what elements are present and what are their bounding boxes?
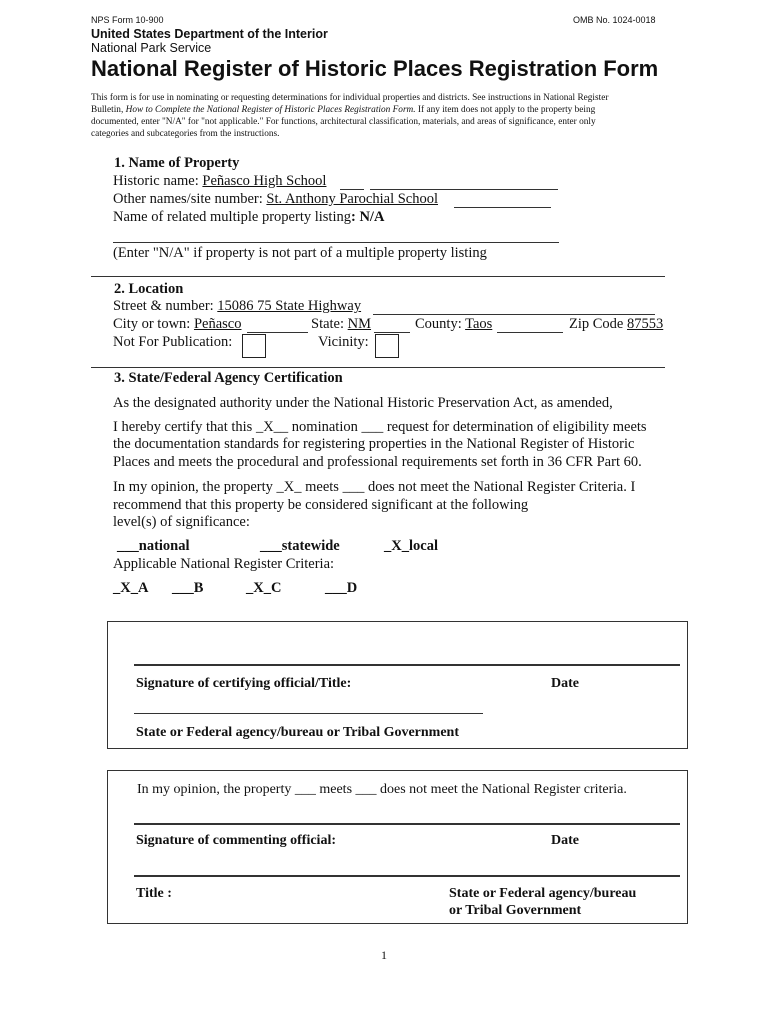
opinion-line: recommend that this property be considered significant at the following bbox=[113, 497, 529, 513]
multiple-listing-row bbox=[113, 209, 384, 226]
street-value[interactable]: 15086 75 State Highway bbox=[217, 298, 362, 314]
criterion-d[interactable]: ___D bbox=[325, 580, 358, 596]
field-underline bbox=[340, 189, 364, 190]
commenting-date-label: Date bbox=[551, 833, 579, 848]
county-value[interactable]: Taos bbox=[465, 316, 493, 332]
level-local-mark: _X_ bbox=[384, 538, 409, 554]
commenting-title-label: Title : bbox=[136, 886, 172, 901]
instructions-line bbox=[91, 104, 608, 116]
instructions-text: If any item does not apply to the property being bbox=[415, 105, 596, 115]
field-underline bbox=[497, 332, 563, 333]
multiple-listing-label: Name of related multiple property listing bbox=[113, 209, 351, 225]
field-underline bbox=[247, 332, 308, 333]
state-row bbox=[311, 316, 371, 333]
certifying-agency-label: State or Federal agency/bureau or Tribal Government bbox=[136, 725, 460, 740]
certify-line bbox=[113, 419, 647, 436]
certify-line: the documentation standards for registering properties in the National Register of Historic bbox=[113, 436, 635, 452]
section1-heading: 1. Name of Property bbox=[114, 155, 240, 171]
instructions bbox=[91, 92, 608, 140]
criterion-a-mark: _X_ bbox=[113, 580, 138, 596]
signature-line[interactable] bbox=[134, 823, 680, 825]
agency-line[interactable] bbox=[134, 713, 483, 714]
city-value[interactable]: Peñasco bbox=[193, 316, 242, 332]
section-divider bbox=[91, 367, 665, 368]
commenting-signature-label: Signature of commenting official: bbox=[136, 833, 336, 848]
state-label: State: bbox=[311, 316, 345, 332]
certify-nomination-mark[interactable]: _X__ bbox=[255, 419, 289, 435]
opinion-text: In my opinion, the property bbox=[113, 479, 277, 495]
criterion-b[interactable]: ___B bbox=[172, 580, 204, 596]
form-number: NPS Form 10-900 bbox=[91, 15, 164, 25]
instructions-line: categories and subcategories from the instructions. bbox=[91, 129, 280, 139]
instructions-line: This form is for use in nominating or requesting determinations for individual properties and districts. See instructions in National Register bbox=[91, 93, 609, 103]
street-row bbox=[113, 298, 361, 315]
na-note: (Enter "N/A" if property is not part of a multiple property listing bbox=[113, 245, 487, 261]
other-names-row bbox=[113, 191, 438, 208]
level-national[interactable]: ___national bbox=[117, 538, 190, 554]
criterion-c-mark: _X_ bbox=[246, 580, 271, 596]
city-label-wrap bbox=[113, 316, 241, 333]
page-title: National Register of Historic Places Registration Form bbox=[91, 56, 659, 81]
service-name: National Park Service bbox=[91, 41, 212, 55]
page-number: 1 bbox=[381, 948, 387, 962]
commenting-agency-label bbox=[449, 885, 636, 919]
county-label: County: bbox=[415, 316, 462, 332]
certify-text: nomination ___ request for determination of eligibility meets bbox=[288, 419, 647, 435]
instructions-line: documented, enter "N/A" for "not applicable." For functions, architectural classification, materials, and areas of significance, enter only bbox=[91, 117, 596, 127]
instructions-text: Bulletin, bbox=[91, 105, 126, 115]
field-underline bbox=[370, 189, 558, 190]
section-divider bbox=[91, 276, 665, 277]
historic-name-row bbox=[113, 173, 326, 190]
county-row bbox=[415, 316, 492, 333]
authority-text: As the designated authority under the National Historic Preservation Act, as amended, bbox=[113, 395, 613, 411]
field-underline bbox=[373, 314, 655, 315]
zip-label: Zip Code bbox=[569, 316, 624, 332]
criterion-a-label: A bbox=[137, 580, 149, 596]
city-label: City or town: bbox=[113, 316, 191, 332]
field-underline bbox=[454, 207, 551, 208]
agency-line-2: or Tribal Government bbox=[449, 903, 582, 918]
criterion-a[interactable] bbox=[113, 580, 148, 597]
omb-number: OMB No. 1024-0018 bbox=[573, 15, 656, 25]
other-names-value[interactable]: St. Anthony Parochial School bbox=[266, 191, 439, 207]
certifying-date-label: Date bbox=[551, 676, 579, 691]
criteria-label: Applicable National Register Criteria: bbox=[113, 556, 335, 572]
not-for-publication-label: Not For Publication: bbox=[113, 334, 233, 350]
criterion-c[interactable] bbox=[246, 580, 281, 597]
criterion-c-label: C bbox=[270, 580, 282, 596]
opinion-line: level(s) of significance: bbox=[113, 514, 250, 530]
commenting-opinion-text: In my opinion, the property ___ meets ___ does not meet the National Register criteria. bbox=[137, 782, 627, 797]
not-for-publication-checkbox[interactable] bbox=[242, 334, 266, 358]
department-name: United States Department of the Interior bbox=[91, 27, 328, 41]
other-names-label: Other names/site number: bbox=[113, 191, 263, 207]
vicinity-checkbox[interactable] bbox=[375, 334, 399, 358]
agency-line-1: State or Federal agency/bureau bbox=[449, 886, 637, 901]
state-value[interactable]: NM bbox=[347, 316, 372, 332]
section2-heading: 2. Location bbox=[114, 281, 184, 297]
field-underline bbox=[113, 242, 559, 243]
street-label: Street & number: bbox=[113, 298, 214, 314]
level-statewide[interactable]: ___statewide bbox=[260, 538, 340, 554]
zip-value[interactable]: 87553 bbox=[627, 316, 664, 332]
opinion-line bbox=[113, 479, 635, 496]
level-local[interactable] bbox=[384, 538, 438, 555]
field-underline bbox=[374, 332, 410, 333]
historic-name-value[interactable]: Peñasco High School bbox=[202, 173, 327, 189]
vicinity-label: Vicinity: bbox=[318, 334, 369, 350]
certifying-signature-label: Signature of certifying official/Title: bbox=[136, 676, 352, 691]
zip-row bbox=[569, 316, 663, 333]
historic-name-label: Historic name: bbox=[113, 173, 199, 189]
level-local-label: local bbox=[408, 538, 438, 554]
instructions-bulletin-title: How to Complete the National Register of Historic Places Registration Form. bbox=[125, 105, 416, 115]
opinion-meets-mark[interactable]: _X_ bbox=[276, 479, 302, 495]
section3-heading: 3. State/Federal Agency Certification bbox=[114, 370, 343, 386]
certify-line: Places and meets the procedural and professional requirements set forth in 36 CFR Part 60. bbox=[113, 454, 642, 470]
signature-line[interactable] bbox=[134, 664, 680, 666]
opinion-text: meets ___ does not meet the National Register Criteria. I bbox=[301, 479, 636, 495]
certify-text: I hereby certify that this bbox=[113, 419, 256, 435]
multiple-listing-value[interactable]: : N/A bbox=[350, 209, 385, 225]
title-line[interactable] bbox=[134, 875, 680, 877]
